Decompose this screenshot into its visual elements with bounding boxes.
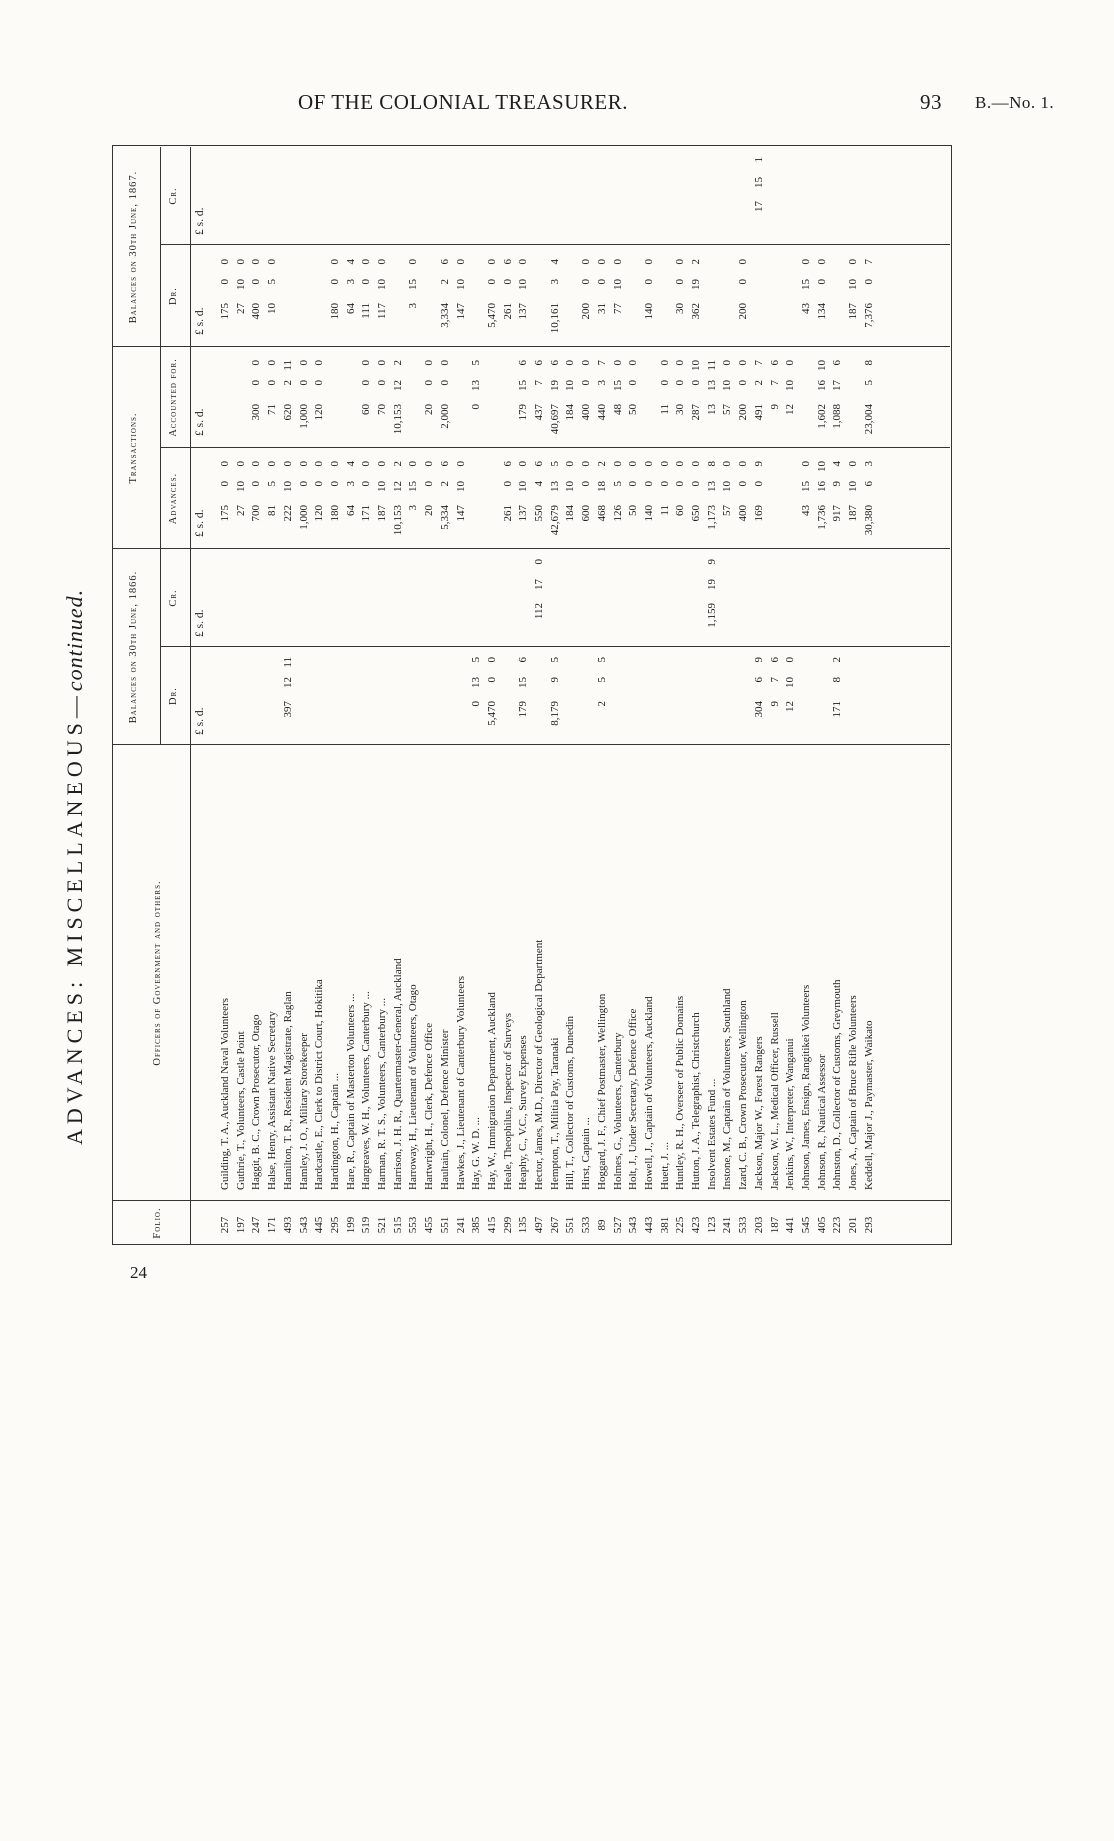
lsd-advances: £ s. d. <box>194 509 206 537</box>
folio-cell: 497 <box>533 1216 545 1234</box>
officer-name-cell: Hill, T., Collector of Customs, Dunedin <box>564 1015 577 1190</box>
folio-cell: 553 <box>407 1216 420 1234</box>
table-row: 385 Hay, G. W. D. ... 0 13 5 0 13 5 <box>469 147 484 1245</box>
table-row: 497 Hector, James, M.D., Director of Geological Department 112 17 0 550 4 6 437 7 6 <box>532 147 547 1245</box>
folio-cell: 295 <box>328 1216 341 1234</box>
folio-cell: 527 <box>611 1216 624 1234</box>
folio-cell: 493 <box>281 1216 294 1234</box>
header-dr-1867: Dr. <box>168 287 179 305</box>
table-row: 441 Jenkins, W., Interpreter, Wanganui 12 10 0 12 10 0 <box>783 147 798 1245</box>
folio-cell: 187 <box>768 1216 781 1234</box>
table-row: 201 Jones, A., Captain of Bruce Rifle Volunteers 187 10 0 187 10 0 <box>846 147 861 1245</box>
lsd-cr-1866: £ s. d. <box>194 609 206 637</box>
table-row: 135 Heaphy, C., V.C., Survey Expenses 179 15 6 137 10 0 179 15 6 137 10 0 <box>516 147 531 1245</box>
table-row: 553 Harroway, H., Lieutenant of Volunteers, Otago 3 15 0 3 15 0 <box>406 147 421 1245</box>
folio-cell: 203 <box>752 1216 765 1234</box>
header-balances-1866: Balances on 30th June, 1866. <box>128 570 139 724</box>
folio-cell: 545 <box>799 1216 812 1234</box>
table-row: 257 Guilding, T. A., Auckland Naval Volunteers 175 0 0 175 0 0 <box>218 147 233 1245</box>
folio-cell: 443 <box>642 1216 655 1234</box>
header-advances: Advances. <box>168 472 179 525</box>
officer-name-cell: Johnson, R., Nautical Assessor <box>815 1054 828 1190</box>
folio-cell: 257 <box>219 1216 231 1234</box>
folio-cell: 455 <box>423 1216 436 1234</box>
officer-name-cell: Hartwright, H., Clerk, Defence Office <box>423 1022 436 1190</box>
table-row: 223 Johnston, D., Collector of Customs, Greymouth 171 8 2 917 9 4 1,088 17 6 <box>830 147 845 1245</box>
rule-header-bottom <box>190 147 191 1245</box>
folio-cell: 543 <box>297 1216 310 1234</box>
officer-name-cell: Hempton, T., Militia Pay, Taranaki <box>548 1037 561 1190</box>
table-row: 247 Haggit, B. C., Crown Prosecutor, Otago 700 0 0 300 0 0 400 0 0 <box>249 147 264 1245</box>
table-row: 197 Guthrie, T., Volunteers, Castle Point 27 10 0 27 10 0 <box>234 147 249 1245</box>
officer-name-cell: Hutton, J. A., Telegraphist, Christchurch <box>690 1012 702 1190</box>
table-row: 455 Hartwright, H., Clerk, Defence Office 20 0 0 20 0 0 <box>422 147 437 1245</box>
officer-name-cell: Guilding, T. A., Auckland Naval Volunteers <box>219 998 231 1190</box>
officer-name-cell: Halse, Henry, Assistant Native Secretary <box>266 1011 279 1190</box>
officer-name-cell: Hay, W., Immigration Department, Auckland <box>485 992 498 1190</box>
header-folio: Folio. <box>152 1207 163 1239</box>
table-row: 241 Hawkes, J., Lieutenant of Canterbury Volunteers 147 10 0 147 10 0 <box>454 147 469 1245</box>
header-cr-1867: Cr. <box>168 187 179 205</box>
table-row: 187 Jackson, W. L., Medical Officer, Russell 9 7 6 9 7 6 <box>768 147 783 1245</box>
table-row: 299 Heale, Theophilus, Inspector of Surveys 261 0 6 261 0 6 <box>501 147 516 1245</box>
officer-name-cell: Jackson, Major W., Forest Rangers <box>752 1036 765 1190</box>
folio-cell: 135 <box>517 1216 530 1234</box>
advances-table <box>112 145 952 1245</box>
folio-cell: 123 <box>705 1216 718 1234</box>
rule-header-mid <box>160 147 161 745</box>
folio-cell: 441 <box>784 1216 797 1234</box>
folio-cell: 551 <box>564 1216 577 1234</box>
table-row: 293 Keddell, Major J., Paymaster, Waikato 30,380 6 3 23,004 5 8 7,376 0 7 <box>862 147 877 1245</box>
officer-name-cell: Haggit, B. C., Crown Prosecutor, Otago <box>250 1014 263 1190</box>
folio-cell: 201 <box>847 1216 859 1234</box>
officer-name-cell: Hargreaves, W. H., Volunteers, Canterbury ... <box>360 991 373 1190</box>
officer-name-cell: Keddell, Major J., Paymaster, Waikato <box>862 1020 875 1190</box>
folio-cell: 241 <box>454 1216 467 1234</box>
officer-name-cell: Hamley, J. O., Military Storekeeper <box>297 1033 310 1190</box>
left-page-number: 24 <box>130 1263 147 1282</box>
lsd-dr-1866: £ s. d. <box>194 707 206 735</box>
document-reference: B.—No. 1. <box>975 93 1055 112</box>
folio-cell: 533 <box>580 1216 593 1234</box>
folio-cell: 381 <box>658 1216 671 1234</box>
page-number: 93 <box>920 90 942 114</box>
folio-cell: 521 <box>376 1216 388 1234</box>
officer-name-cell: Hay, G. W. D. ... <box>470 1117 483 1190</box>
table-row: 267 Hempton, T., Militia Pay, Taranaki 8,179 9 5 42,679 13 5 40,697 19 6 10,161 3 4 <box>548 147 563 1245</box>
folio-cell: 551 <box>438 1216 451 1234</box>
folio-cell: 171 <box>266 1216 279 1234</box>
officer-name-cell: Harman, R. T. S., Volunteers, Canterbury ... <box>376 998 388 1190</box>
officer-name-cell: Hector, James, M.D., Director of Geological Department <box>533 939 545 1190</box>
table-title <box>62 589 88 1145</box>
officer-name-cell: Guthrie, T., Volunteers, Castle Point <box>234 1031 247 1190</box>
table-row: 423 Hutton, J. A., Telegraphist, Christchurch 650 0 0 287 0 10 362 19 2 <box>689 147 704 1245</box>
officer-name-cell: Hardcastle, E., Clerk to District Court, Hokitika <box>313 979 326 1190</box>
lsd-cr-1867: £ s. d. <box>194 207 206 235</box>
table-row: 295 Hardington, H., Captain ... 180 0 0 180 0 0 <box>328 147 343 1245</box>
officer-name-cell: Hamilton, T. R., Resident Magistrate, Raglan <box>281 991 294 1190</box>
officer-name-cell: Howell, J., Captain of Volunteers, Auckland <box>642 996 655 1190</box>
table-row: 493 Hamilton, T. R., Resident Magistrate, Raglan 397 12 11 222 10 0 620 2 11 <box>281 147 296 1245</box>
officer-name-cell: Huntley, R. H., Overseer of Public Domains <box>674 995 687 1190</box>
table-row: 545 Johnson, James, Ensign, Rangitikei Volunteers 43 15 0 43 15 0 <box>799 147 814 1245</box>
table-title-suffix: continued. <box>62 588 87 692</box>
header-cr-1866: Cr. <box>168 589 179 607</box>
folio-cell: 199 <box>344 1216 357 1234</box>
table-row: 225 Huntley, R. H., Overseer of Public Domains 60 0 0 30 0 0 30 0 0 <box>673 147 688 1245</box>
table-row: 521 Harman, R. T. S., Volunteers, Canterbury ... 187 10 0 70 0 0 117 10 0 <box>375 147 390 1245</box>
table-row: 443 Howell, J., Captain of Volunteers, Auckland 140 0 0 140 0 0 <box>642 147 657 1245</box>
officer-name-cell: Hoggard, J. F., Chief Postmaster, Wellington <box>595 993 608 1190</box>
folio-cell: 241 <box>721 1216 734 1234</box>
folio-cell: 223 <box>831 1216 844 1234</box>
folio-cell: 197 <box>234 1216 247 1234</box>
table-row: 123 Insolvent Estates Fund ... 1,159 19 9 1,173 13 8 13 13 11 <box>705 147 720 1245</box>
officer-name-cell: Harrison, J. H. R., Quartermaster-General, Auckland <box>391 958 404 1190</box>
lsd-dr-1867: £ s. d. <box>194 307 206 335</box>
table-row: 515 Harrison, J. H. R., Quartermaster-General, Auckland 10,153 12 2 10,153 12 2 <box>391 147 406 1245</box>
folio-cell: 89 <box>595 1219 608 1231</box>
header-accounted: Accounted for. <box>168 358 179 437</box>
table-row: 89 Hoggard, J. F., Chief Postmaster, Wellington 2 5 5 468 18 2 440 3 7 31 0 0 <box>595 147 610 1245</box>
lsd-accounted: £ s. d. <box>194 408 206 436</box>
table-row: 405 Johnson, R., Nautical Assessor 1,736 16 10 1,602 16 10 134 0 0 <box>815 147 830 1245</box>
table-row: 199 Hare, R., Captain of Masterton Volunteers ... 64 3 4 64 3 4 <box>344 147 359 1245</box>
folio-cell: 293 <box>862 1216 875 1234</box>
table-row: 533 Izard, C. B., Crown Prosecutor, Wellington 400 0 0 200 0 0 200 0 0 <box>736 147 751 1245</box>
officer-name-cell: Johnston, D., Collector of Customs, Greymouth <box>831 979 844 1190</box>
table-row: 445 Hardcastle, E., Clerk to District Court, Hokitika 120 0 0 120 0 0 <box>312 147 327 1245</box>
officer-name-cell: Jenkins, W., Interpreter, Wanganui <box>784 1038 797 1190</box>
running-title: OF THE COLONIAL TREASURER. <box>298 90 628 114</box>
table-row: 241 Instone, M., Captain of Volunteers, Southland 57 10 0 57 10 0 <box>720 147 735 1245</box>
officer-name-cell: Holmes, G., Volunteers, Canterbury <box>611 1032 624 1190</box>
folio-cell: 299 <box>501 1216 514 1234</box>
folio-cell: 543 <box>627 1216 640 1234</box>
officer-name-cell: Huett, J. ... <box>658 1142 671 1190</box>
officer-name-cell: Hare, R., Captain of Masterton Volunteers ... <box>344 993 357 1190</box>
officer-name-cell: Haultain, Colonel, Defence Minister <box>438 1029 451 1190</box>
table-row: 543 Holt, J., Under Secretary, Defence Office 50 0 0 50 0 0 <box>626 147 641 1245</box>
table-row: 551 Haultain, Colonel, Defence Minister 5,334 2 6 2,000 0 0 3,334 2 6 <box>438 147 453 1245</box>
officer-name-cell: Hawkes, J., Lieutenant of Canterbury Volunteers <box>454 975 467 1190</box>
officer-name-cell: Heaphy, C., V.C., Survey Expenses <box>517 1035 530 1190</box>
folio-cell: 225 <box>674 1216 687 1234</box>
table-row: 519 Hargreaves, W. H., Volunteers, Canterbury ... 171 0 0 60 0 0 111 0 0 <box>359 147 374 1245</box>
table-title-main: ADVANCES: MISCELLANEOUS— <box>62 691 87 1145</box>
officer-name-cell: Jones, A., Captain of Bruce Rifle Volunteers <box>847 995 859 1190</box>
officer-name-cell: Johnson, James, Ensign, Rangitikei Volunteers <box>799 984 812 1190</box>
header-dr-1866: Dr. <box>168 687 179 705</box>
folio-cell: 267 <box>548 1216 561 1234</box>
table-row: 533 Hirst, Captain ... 600 0 0 400 0 0 200 0 0 <box>579 147 594 1245</box>
header-officers: Officers of Government and others. <box>152 880 163 1066</box>
table-row: 415 Hay, W., Immigration Department, Auckland 5,470 0 0 5,470 0 0 <box>485 147 500 1245</box>
page-header <box>0 90 1114 120</box>
officer-name-cell: Holt, J., Under Secretary, Defence Office <box>627 1008 640 1190</box>
officer-name-cell: Izard, C. B., Crown Prosecutor, Wellington <box>737 1000 750 1190</box>
officer-name-cell: Heale, Theophilus, Inspector of Surveys <box>501 1013 514 1190</box>
officer-name-cell: Insolvent Estates Fund ... <box>705 1078 718 1190</box>
officer-name-cell: Hirst, Captain ... <box>580 1117 593 1190</box>
folio-cell: 519 <box>360 1216 373 1234</box>
table-row: 543 Hamley, J. O., Military Storekeeper 1,000 0 0 1,000 0 0 <box>297 147 312 1245</box>
table-row: 171 Halse, Henry, Assistant Native Secretary 81 5 0 71 0 0 10 5 0 <box>265 147 280 1245</box>
header-transactions: Transactions. <box>128 412 139 484</box>
folio-cell: 423 <box>690 1216 702 1234</box>
folio-cell: 385 <box>470 1216 483 1234</box>
header-balances-1867: Balances on 30th June, 1867. <box>128 170 139 324</box>
table-row: 381 Huett, J. ... 11 0 0 11 0 0 <box>658 147 673 1245</box>
folio-cell: 415 <box>485 1216 498 1234</box>
folio-cell: 533 <box>737 1216 750 1234</box>
officer-name-cell: Harroway, H., Lieutenant of Volunteers, Otago <box>407 984 420 1190</box>
officer-name-cell: Instone, M., Captain of Volunteers, Southland <box>721 988 734 1190</box>
officer-name-cell: Jackson, W. L., Medical Officer, Russell <box>768 1012 781 1190</box>
folio-cell: 515 <box>391 1216 404 1234</box>
folio-cell: 247 <box>250 1216 263 1234</box>
table-row: 203 Jackson, Major W., Forest Rangers 304 6 9 169 0 9 491 2 7 17 15 1 <box>752 147 767 1245</box>
table-row: 527 Holmes, G., Volunteers, Canterbury 126 5 0 48 15 0 77 10 0 <box>611 147 626 1245</box>
table-row: 551 Hill, T., Collector of Customs, Dunedin 184 10 0 184 10 0 <box>563 147 578 1245</box>
officer-name-cell: Hardington, H., Captain ... <box>328 1072 341 1190</box>
folio-cell: 445 <box>313 1216 326 1234</box>
folio-cell: 405 <box>815 1216 828 1234</box>
